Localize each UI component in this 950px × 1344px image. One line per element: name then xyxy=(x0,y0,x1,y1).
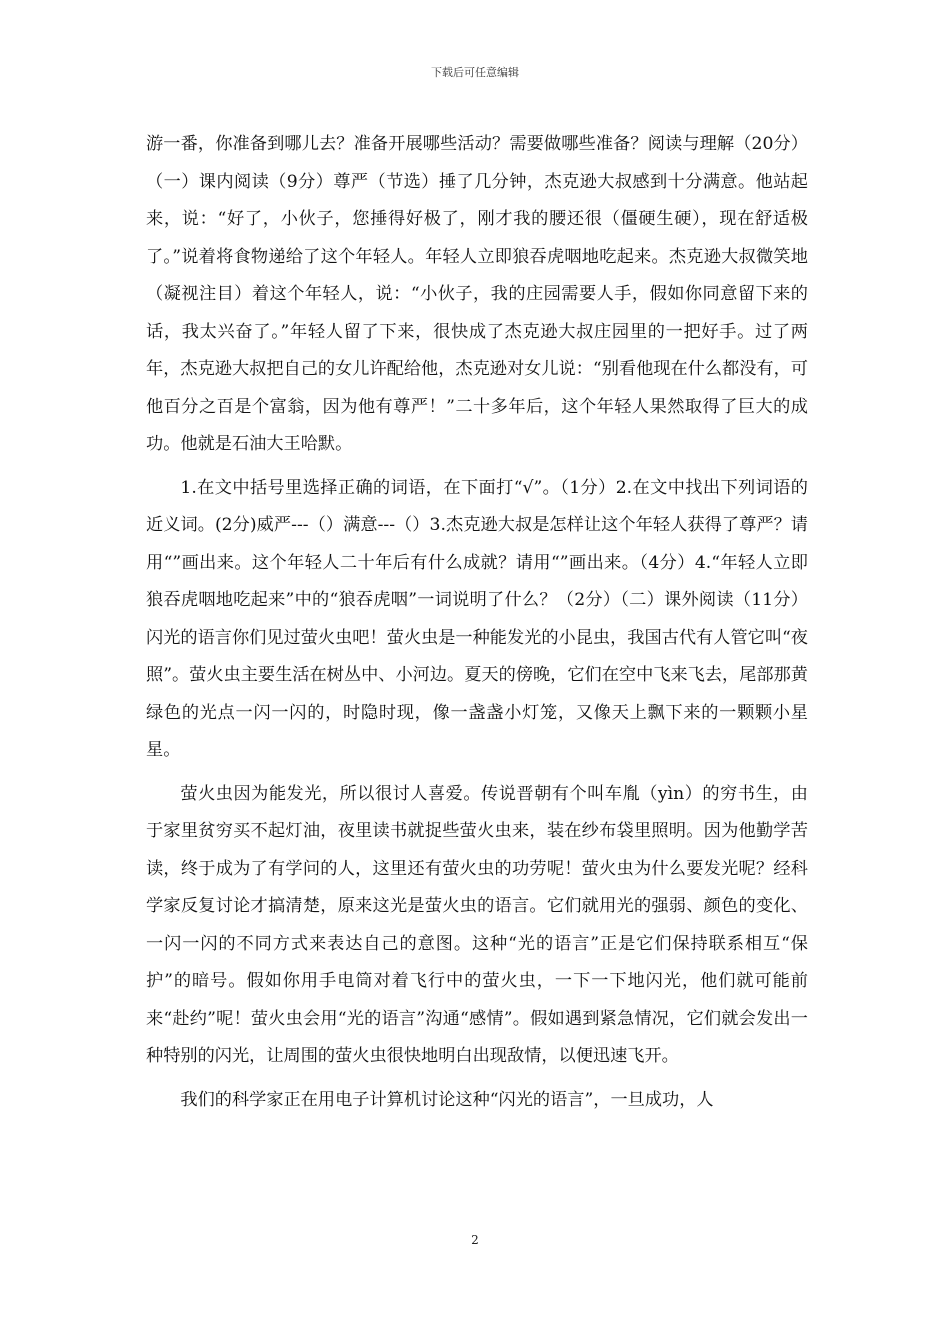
page-number: 2 xyxy=(471,1233,479,1247)
paragraph-reading-passage: 游一番，你准备到哪儿去？准备开展哪些活动？需要做哪些准备？阅读与理解（20分）（一）课内阅读（9分）尊严（节选）捶了几分钟，杰克逊大叔感到十分满意。他站起来，说：“好了，小伙子，您捶得好极了，刚才我的腰还很（僵硬生硬），现在舒适极了。”说着将食物递给了这个年轻人。年轻人立即狼吞虎咽地吃起来。杰克逊大叔微笑地（凝视注目）着这个年轻人，说：“小伙子，我的庄园需要人手，假如你同意留下来的话，我太兴奋了。”年轻人留了下来，很快成了杰克逊大叔庄园里的一把好手。过了两年，杰克逊大叔把自己的女儿许配给他，杰克逊对女儿说：“别看他现在什么都没有，可他百分之百是个富翁，因为他有尊严！”二十多年后，这个年轻人果然取得了巨大的成功。他就是石油大王哈默。 xyxy=(146,134,808,454)
page-header: 下载后可任意编辑 xyxy=(431,66,519,79)
paragraph-firefly-light: 萤火虫因为能发光，所以很讨人喜爱。传说晋朝有个叫车胤（yìn）的穷书生，由于家里贫穷买不起灯油，夜里读书就捉些萤火虫来，装在纱布袋里照明。因为他勤学苦读，终于成为了有学问的人，这里还有萤火虫的功劳呢！萤火虫为什么要发光呢？经科学家反复讨论才搞清楚，原来这光是萤火虫的语言。它们就用光的强弱、颜色的变化、一闪一闪的不同方式来表达自己的意图。这种“光的语言”正是它们保持联系相互“保护”的暗号。假如你用手电筒对着飞行中的萤火虫，一下一下地闪光，他们就可能前来“赴约”呢！萤火虫会用“光的语言”沟通“感情”。假如遇到紧急情况，它们就会发出一种特别的闪光，让周围的萤火虫很快地明白出现敌情，以便迅速飞开。 xyxy=(146,783,808,1066)
paragraph-scientists: 我们的科学家正在用电子计算机讨论这种“闪光的语言”，一旦成功，人 xyxy=(180,1089,714,1110)
paragraph-questions: 1.在文中括号里选择正确的词语，在下面打“√”。（1分）2.在文中找出下列词语的近义词。(2分)威严---（）满意---（）3.杰克逊大叔是怎样让这个年轻人获得了尊严？请用“”画出来。这个年轻人二十年后有什么成就？请用“”画出来。（4分）4.“年轻人立即狼吞虎咽地吃起来”中的“狼吞虎咽”一词说明了什么？（2分）（二）课外阅读（11分）闪光的语言你们见过萤火虫吧！萤火虫是一种能发光的小昆虫，我国古代有人管它叫“夜照”。萤火虫主要生活在树丛中、小河边。夏天的傍晚，它们在空中飞来飞去，尾部那黄绿色的光点一闪一闪的，时隐时现，像一盏盏小灯笼，又像天上飘下来的一颗颗小星星。 xyxy=(146,477,808,760)
document-body xyxy=(146,126,808,1125)
